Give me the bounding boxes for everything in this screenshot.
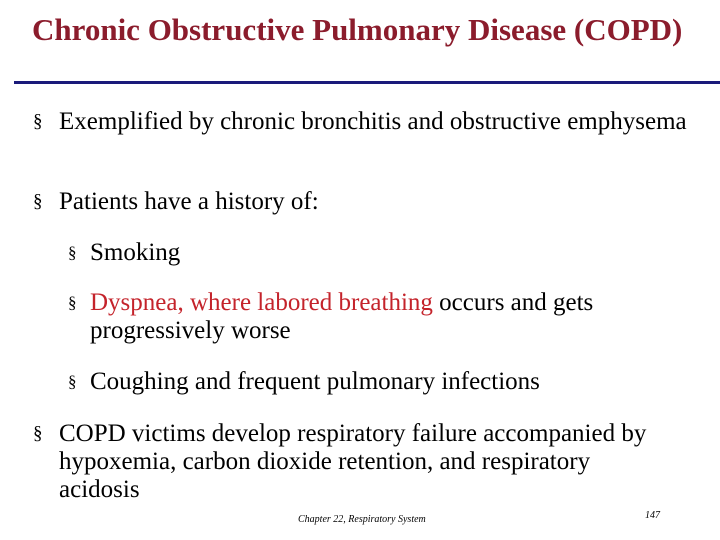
- bullet-text: COPD victims develop respiratory failure accompanied by hypoxemia, carbon dioxide retention, and respiratory acidosis: [59, 420, 647, 503]
- bullet-marker-icon: §: [68, 243, 77, 262]
- slide-title: Chronic Obstructive Pulmonary Disease (COPD): [32, 12, 683, 47]
- bullet-item: [33, 188, 699, 216]
- bullet-marker-icon: §: [33, 423, 43, 444]
- sub-bullet-text: occurs and gets progressively worse: [90, 289, 594, 344]
- bullet-text: Patients have a history of:: [59, 188, 319, 215]
- sub-bullet-item: [68, 289, 700, 345]
- bullet-marker-icon: §: [68, 372, 77, 391]
- sub-bullet-text: Smoking: [90, 239, 181, 266]
- bullet-marker-icon: §: [33, 191, 43, 212]
- bullet-item: [33, 420, 659, 504]
- bullet-marker-icon: §: [68, 293, 77, 312]
- sub-bullet-text: Coughing and frequent pulmonary infections: [90, 368, 540, 395]
- bullet-marker-icon: §: [33, 111, 43, 132]
- bullet-item: [33, 108, 699, 136]
- slide-footer: Chapter 22, Respiratory System: [298, 514, 426, 525]
- bullet-text: Exemplified by chronic bronchitis and obstructive emphysema: [59, 108, 687, 135]
- title-divider: [14, 81, 720, 84]
- page-number: 147: [645, 510, 660, 521]
- highlighted-text: Dyspnea, where labored breathing: [90, 289, 433, 316]
- sub-bullet-item: [68, 239, 700, 267]
- sub-bullet-item: [68, 368, 700, 396]
